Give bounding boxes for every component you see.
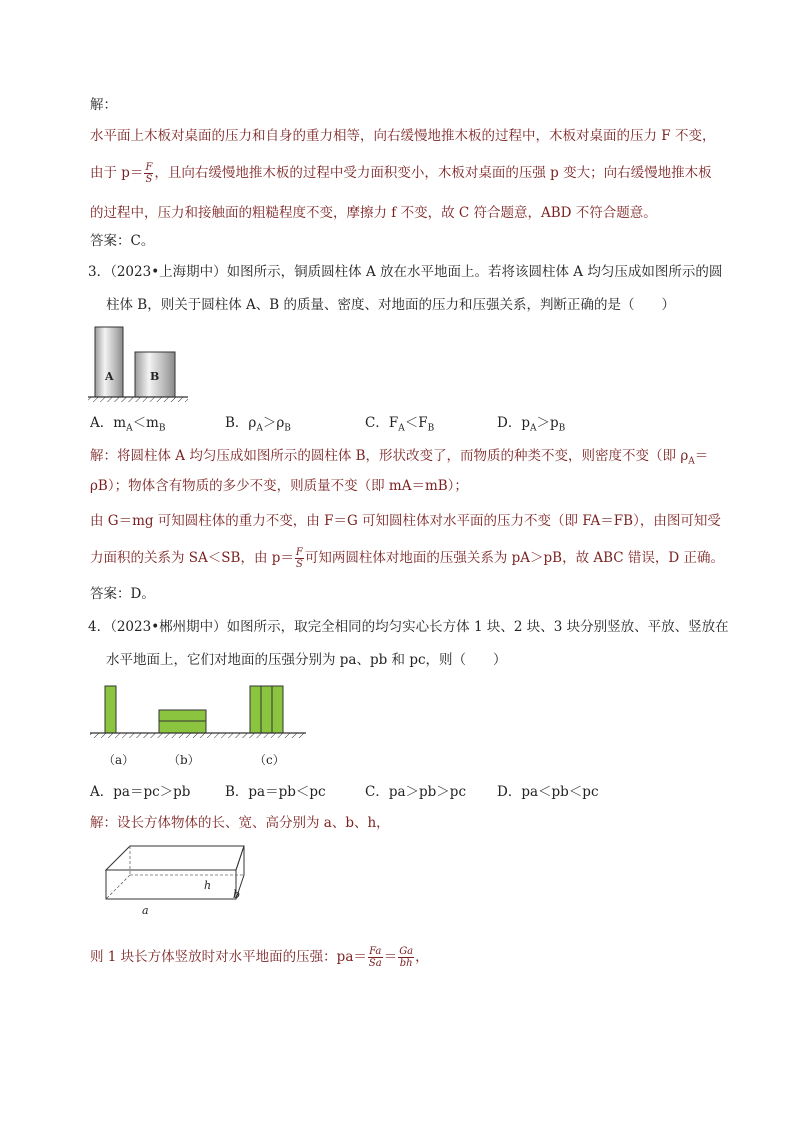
fig-label-c: （c） <box>254 753 285 767</box>
q3-solution-line4 <box>90 547 724 570</box>
opt-d-mid: ＞p <box>536 415 559 431</box>
q4-fraction-2 <box>398 946 414 969</box>
opt-d-sub1: A <box>529 423 537 434</box>
q4-stem-line1: 4．（2023•郴州期中）如图所示，取完全相同的均匀实心长方体 1 块、2 块、3 块分别竖放、平放、竖放在 <box>88 619 729 635</box>
q3-option-b[interactable] <box>225 413 291 439</box>
q3-stem-line2: 柱体 B，则关于圆柱体 A、B 的质量、密度、对地面的压力和压强关系，判断正确的是（ ） <box>106 297 675 313</box>
opt-b-text: B．ρ <box>225 415 257 431</box>
frac-denominator: S <box>295 559 303 570</box>
q3-sol1-pre: 解：将圆柱体 A 均匀压成如图所示的圆柱体 B，形状改变了，而物质的种类不变，则密度不变（即 ρ <box>90 448 689 464</box>
cuboid-front <box>106 870 236 899</box>
q4-solution-line2 <box>90 946 429 969</box>
cuboid-label-a: a <box>142 904 149 917</box>
block-c3 <box>272 686 283 733</box>
q3-sol1-post: ＝ <box>694 448 709 464</box>
frac-numerator: F <box>295 547 303 558</box>
opt-a-text: A．m <box>90 415 127 431</box>
block-a <box>105 686 116 733</box>
opt-a-mid: ＜m <box>132 415 159 431</box>
block-c2 <box>261 686 272 733</box>
opt-c-mid: ＜F <box>404 415 428 431</box>
opt-a-sub2: B <box>158 423 166 434</box>
q4-solution-line1: 解：设长方体物体的长、宽、高分别为 a、b、h， <box>90 815 390 831</box>
fig-label-a: （a） <box>103 753 135 767</box>
cuboid-label-b: b <box>233 888 241 901</box>
frac-denominator: bh <box>399 958 413 969</box>
q4-blocks-figure <box>88 680 308 744</box>
cuboid-hidden-edge-3 <box>106 875 130 899</box>
q3-option-c[interactable] <box>365 413 434 439</box>
q3-solution-line3: 由 G＝mg 可知圆柱体的重力不变，由 F＝G 可知圆柱体对水平面的压力不变（即 FA＝FB），由图可知受 <box>90 513 721 529</box>
opt-c-sub2: B <box>427 423 435 434</box>
q2-fraction <box>144 162 153 185</box>
opt-a-sub1: A <box>126 423 133 434</box>
frac-numerator: Fa <box>369 946 382 957</box>
cuboid-top <box>106 846 244 870</box>
q3-fraction <box>295 547 304 570</box>
block-c1 <box>250 686 261 733</box>
cylinder-a <box>95 327 123 397</box>
frac-numerator: Ga <box>399 946 414 957</box>
q3-solution-line2: ρB）；物体含有物质的多少不变，则质量不变（即 mA＝mB）； <box>90 478 468 494</box>
q4-cuboid-figure <box>100 842 260 920</box>
q3-answer: 答案：D。 <box>90 586 155 602</box>
cylinder-a-label: A <box>105 370 114 383</box>
q4-stem-line2: 水平地面上，它们对地面的压强分别为 pa、pb 和 pc，则（ ） <box>106 652 507 668</box>
q4-option-d[interactable]: D．pa＜pb＜pc <box>497 784 599 800</box>
q3-sol4-post: 可知两圆柱体对地面的压强关系为 pA＞pB，故 ABC 错误，D 正确。 <box>304 550 725 566</box>
q2-solution-label: 解： <box>90 97 117 113</box>
opt-b-mid: ＞ρ <box>262 415 285 431</box>
q4-sol2-pre: 则 1 块长方体竖放时对水平地面的压强：pa＝ <box>90 949 367 965</box>
q2-line2-post: ，且向右缓慢地推木板的过程中受力面积变小，木板对桌面的压强 p 变大；向右缓慢地推木板 <box>154 165 712 181</box>
ground-hatch <box>88 397 188 402</box>
q3-cylinders-figure <box>88 322 198 404</box>
opt-b-sub2: B <box>284 423 291 434</box>
q4-option-c[interactable]: C．pa＞pb＞pc <box>365 784 467 800</box>
q4-fraction-1 <box>368 946 383 969</box>
fig-label-b: （b） <box>168 753 200 767</box>
block-b-top <box>159 710 206 721</box>
q4-sol2-post: ， <box>415 949 429 965</box>
q2-solution-line3: 的过程中，压力和接触面的粗糙程度不变，摩擦力 f 不变，故 C 符合题意，ABD 不符合题意。 <box>90 205 657 221</box>
q3-sol1-sub: A <box>688 456 695 467</box>
q2-line2-pre: 由于 p＝ <box>90 165 144 181</box>
opt-d-sub2: B <box>558 423 566 434</box>
q2-solution-line2 <box>90 162 712 185</box>
opt-c-sub1: A <box>398 423 405 434</box>
frac-denominator: Sa <box>368 958 382 969</box>
q2-solution-line1: 水平面上木板对桌面的压力和自身的重力相等，向右缓慢地推木板的过程中，木板对桌面的压力 F 不变， <box>90 128 716 144</box>
frac-numerator: F <box>145 162 153 173</box>
opt-b-sub1: A <box>256 423 263 434</box>
cuboid-label-h: h <box>204 879 212 892</box>
frac-denominator: S <box>145 174 153 185</box>
cylinder-b-label: B <box>150 370 160 383</box>
q3-stem-line1: 3．（2023•上海期中）如图所示，铜质圆柱体 A 放在水平地面上。若将该圆柱体 A 均匀压成如图所示的圆 <box>88 264 723 280</box>
opt-c-text: C．F <box>365 415 399 431</box>
q2-answer: 答案：C。 <box>90 233 155 249</box>
q4-sol2-eq: ＝ <box>383 949 398 965</box>
ground-hatch <box>90 733 306 738</box>
q3-option-d[interactable] <box>497 413 565 439</box>
q3-option-a[interactable] <box>90 413 166 439</box>
block-b-bottom <box>159 721 206 733</box>
q3-sol4-pre: 力面积的关系为 SA＜SB，由 p＝ <box>90 550 294 566</box>
q4-option-a[interactable]: A．pa＝pc＞pb <box>90 784 191 800</box>
q3-solution-line1 <box>90 446 708 472</box>
q4-option-b[interactable]: B．pa＝pb＜pc <box>225 784 326 800</box>
opt-d-text: D．p <box>497 415 530 431</box>
